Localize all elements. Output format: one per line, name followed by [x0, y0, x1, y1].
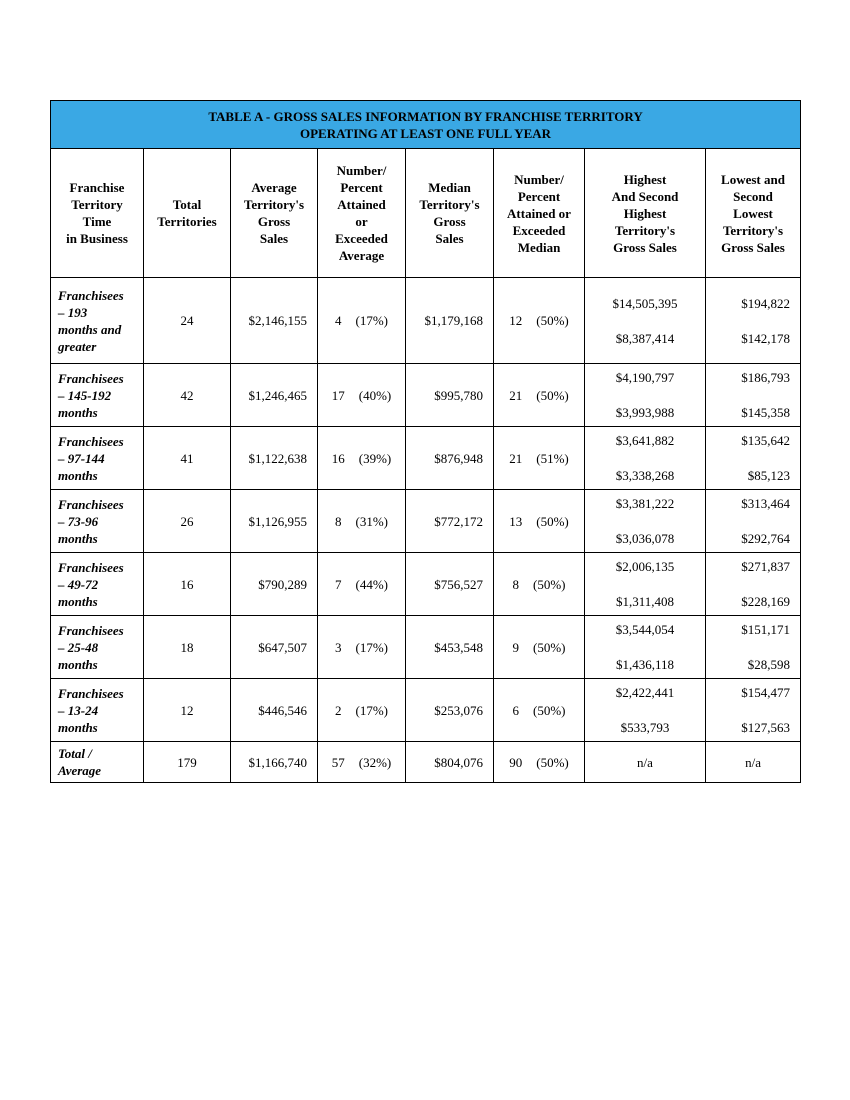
row-label	[51, 679, 144, 742]
attained-average-count: 16	[331, 450, 345, 466]
column-header-line: Percent	[517, 188, 561, 204]
column-header-line: And Second	[611, 188, 679, 204]
second-lowest-sales: $28,598	[747, 657, 791, 672]
row-label-line: Franchisees	[58, 370, 124, 386]
attained-median-count: 21	[509, 387, 523, 403]
total-territories: 26	[180, 513, 194, 529]
highest-sales-stack	[585, 684, 705, 736]
attained-median-percent: (51%)	[536, 450, 569, 466]
average-sales-cell	[231, 679, 318, 742]
attained-average-cell	[318, 364, 406, 427]
column-header-3	[318, 149, 406, 278]
total-territories-cell	[144, 679, 231, 742]
attained-average-cell	[318, 490, 406, 553]
row-label-line: – 73-96	[58, 513, 99, 529]
median-sales-cell	[406, 553, 494, 616]
attained-average-count: 2	[335, 702, 342, 718]
column-header-line: Territories	[157, 214, 217, 229]
row-label-line: Franchisees	[58, 433, 124, 449]
row-label-line: – 13-24	[58, 702, 99, 718]
row-label-line: months	[58, 719, 98, 735]
second-lowest-sales: $228,169	[741, 594, 791, 609]
highest-sales: $3,381,222	[615, 496, 675, 511]
row-label-line: Franchisees	[58, 559, 124, 575]
attained-median-pair	[494, 513, 584, 530]
lowest-sales-stack	[706, 558, 800, 610]
column-header-line: Percent	[340, 180, 383, 195]
lowest-sales-stack	[706, 432, 800, 484]
average-sales: $1,126,955	[248, 513, 307, 529]
attained-median-cell	[494, 679, 585, 742]
highest-sales-cell	[585, 364, 706, 427]
lowest-sales: $151,171	[741, 622, 791, 637]
column-header-7	[706, 149, 801, 278]
attained-median-cell	[494, 427, 585, 490]
table-row	[51, 553, 801, 616]
row-label-line: – 145-192	[58, 387, 112, 403]
column-header-line: Number/	[336, 163, 387, 178]
lowest-sales-cell	[706, 278, 801, 364]
column-header-line: Highest	[623, 171, 667, 187]
median-sales-cell	[406, 616, 494, 679]
column-header-6	[585, 149, 706, 278]
second-highest-sales: $1,311,408	[615, 594, 675, 609]
row-label-line: Franchisees	[58, 496, 124, 512]
lowest-sales: $271,837	[741, 559, 791, 574]
column-header-2	[231, 149, 318, 278]
row-label	[51, 553, 144, 616]
attained-average-cell	[318, 553, 406, 616]
attained-median-percent: (50%)	[536, 754, 569, 770]
attained-median-percent: (50%)	[533, 702, 566, 718]
highest-sales: $3,641,882	[615, 433, 675, 448]
attained-average-percent: (44%)	[355, 576, 388, 592]
table-row	[51, 427, 801, 490]
attained-median-pair	[494, 387, 584, 404]
column-header-line: Lowest and	[721, 171, 785, 187]
lowest-sales-stack	[706, 295, 800, 347]
column-header-line: Time	[82, 214, 112, 229]
total-territories-cell	[144, 278, 231, 364]
median-sales: $876,948	[434, 450, 483, 466]
attained-average-cell	[318, 616, 406, 679]
highest-sales: $2,422,441	[615, 685, 675, 700]
total-row	[51, 742, 801, 783]
row-label-line: months	[58, 467, 98, 483]
row-label	[51, 490, 144, 553]
lowest-sales-stack	[706, 684, 800, 736]
attained-median-pair	[494, 450, 584, 467]
table-title-line2: OPERATING AT LEAST ONE FULL YEAR	[300, 125, 552, 141]
highest-sales-cell	[585, 490, 706, 553]
column-header-line: Median	[517, 239, 561, 255]
average-sales: $647,507	[258, 639, 307, 655]
attained-average-cell	[318, 742, 406, 783]
attained-median-cell	[494, 490, 585, 553]
row-label	[51, 278, 144, 364]
column-header-line: Exceeded	[512, 222, 566, 238]
attained-average-percent: (17%)	[355, 702, 388, 718]
column-header-line: Franchise	[69, 180, 125, 195]
column-header-line: Second	[733, 188, 773, 204]
attained-median-cell	[494, 553, 585, 616]
header-row	[51, 149, 801, 278]
lowest-sales-cell	[706, 364, 801, 427]
attained-average-cell	[318, 427, 406, 490]
highest-sales-cell	[585, 616, 706, 679]
lowest-sales-stack	[706, 369, 800, 421]
total-territories: 179	[177, 754, 197, 770]
attained-average-pair	[318, 387, 405, 404]
column-header-line: Sales	[259, 231, 289, 246]
column-header-line: Exceeded	[335, 231, 388, 246]
row-label	[51, 742, 144, 783]
median-sales-cell	[406, 490, 494, 553]
total-territories: 16	[180, 576, 194, 592]
row-label-line: – 25-48	[58, 639, 99, 655]
attained-median-count: 21	[509, 450, 523, 466]
total-territories: 24	[180, 313, 194, 328]
lowest-sales-cell	[706, 616, 801, 679]
attained-median-count: 90	[509, 754, 523, 770]
column-header-line: Number/	[514, 171, 564, 187]
highest-sales: $4,190,797	[615, 370, 675, 385]
attained-median-count: 9	[512, 639, 519, 655]
table-row	[51, 679, 801, 742]
table-row	[51, 490, 801, 553]
attained-median-percent: (50%)	[536, 313, 569, 328]
median-sales: $1,179,168	[424, 313, 483, 328]
highest-sales-stack	[585, 369, 705, 421]
median-sales: $804,076	[434, 754, 483, 770]
highest-sales-stack	[585, 621, 705, 673]
median-sales: $253,076	[434, 702, 483, 718]
average-sales: $1,166,740	[248, 754, 307, 770]
total-territories-cell	[144, 364, 231, 427]
total-territories-cell	[144, 742, 231, 783]
lowest-sales-cell	[706, 553, 801, 616]
highest-sales-stack	[585, 295, 705, 347]
attained-median-count: 6	[512, 702, 519, 718]
row-label-line: months	[58, 404, 98, 420]
average-sales-cell	[231, 742, 318, 783]
second-lowest-sales: $142,178	[741, 330, 791, 346]
lowest-sales: $194,822	[741, 295, 791, 311]
row-label	[51, 616, 144, 679]
lowest-sales-cell	[706, 742, 801, 783]
attained-average-count: 7	[335, 576, 342, 592]
column-header-line: Territory's	[419, 197, 480, 212]
lowest-sales-stack	[706, 495, 800, 547]
attained-average-percent: (17%)	[355, 313, 388, 328]
second-lowest-sales: $127,563	[741, 720, 791, 735]
row-label	[51, 427, 144, 490]
column-header-line: Sales	[435, 231, 464, 246]
highest-sales: $2,006,135	[615, 559, 675, 574]
highest-sales-cell	[585, 742, 706, 783]
average-sales-cell	[231, 427, 318, 490]
attained-average-count: 17	[331, 387, 345, 403]
lowest-sales: n/a	[745, 754, 761, 770]
second-highest-sales: $1,436,118	[615, 657, 675, 672]
highest-sales: n/a	[637, 754, 653, 770]
lowest-sales: $154,477	[741, 685, 791, 700]
attained-average-pair	[318, 639, 405, 656]
median-sales: $756,527	[434, 576, 483, 592]
gross-sales-table	[50, 100, 801, 783]
attained-average-pair	[318, 513, 405, 530]
attained-median-pair	[494, 754, 584, 771]
attained-median-count: 13	[509, 513, 523, 529]
column-header-line: in Business	[66, 231, 128, 246]
column-header-5	[494, 149, 585, 278]
total-territories: 41	[180, 450, 194, 466]
attained-average-cell	[318, 278, 406, 364]
row-label-line: months	[58, 530, 98, 546]
lowest-sales-cell	[706, 490, 801, 553]
row-label-line: Total /	[58, 746, 92, 761]
lowest-sales-cell	[706, 427, 801, 490]
row-label-line: – 193	[58, 304, 88, 320]
average-sales: $446,546	[258, 702, 307, 718]
row-label-line: Average	[58, 763, 102, 778]
median-sales-cell	[406, 364, 494, 427]
column-header-line: or	[355, 214, 368, 229]
column-header-line: Gross	[433, 214, 466, 229]
column-header-line: Territory's	[722, 222, 784, 238]
attained-average-percent: (40%)	[358, 387, 392, 403]
column-header-line: Attained	[337, 197, 386, 212]
median-sales-cell	[406, 278, 494, 364]
column-header-line: Highest	[623, 205, 667, 221]
second-lowest-sales: $145,358	[741, 405, 791, 420]
attained-median-pair	[494, 639, 584, 656]
attained-average-percent: (39%)	[358, 450, 392, 466]
column-header-line: Average	[338, 248, 385, 263]
highest-sales-cell	[585, 427, 706, 490]
lowest-sales-cell	[706, 679, 801, 742]
column-header-1	[144, 149, 231, 278]
attained-median-count: 8	[512, 576, 519, 592]
table-title-line1: TABLE A - GROSS SALES INFORMATION BY FRANCHISE TERRITORY	[208, 108, 643, 124]
attained-median-percent: (50%)	[533, 576, 566, 592]
attained-average-count: 3	[335, 639, 342, 655]
row-label-line: Franchisees	[58, 622, 124, 638]
table-title	[51, 101, 801, 149]
second-highest-sales: $3,036,078	[615, 531, 675, 546]
lowest-sales: $313,464	[741, 496, 791, 511]
average-sales: $790,289	[258, 576, 307, 592]
column-header-0	[51, 149, 144, 278]
average-sales: $1,122,638	[248, 450, 307, 466]
attained-median-cell	[494, 278, 585, 364]
attained-median-cell	[494, 742, 585, 783]
total-territories: 18	[180, 639, 194, 655]
attained-median-percent: (50%)	[536, 387, 569, 403]
column-header-line: Gross Sales	[613, 239, 677, 255]
second-highest-sales: $533,793	[620, 720, 670, 735]
highest-sales-stack	[585, 432, 705, 484]
row-label-line: months	[58, 593, 98, 609]
row-label-line: months	[58, 656, 98, 672]
second-highest-sales: $3,993,988	[615, 405, 675, 420]
attained-median-count: 12	[509, 313, 523, 328]
total-territories-cell	[144, 616, 231, 679]
highest-sales: $3,544,054	[615, 622, 675, 637]
second-lowest-sales: $85,123	[747, 468, 791, 483]
lowest-sales-stack	[706, 621, 800, 673]
total-territories: 42	[180, 387, 194, 403]
second-lowest-sales: $292,764	[741, 531, 791, 546]
attained-average-pair	[318, 754, 405, 771]
average-sales-cell	[231, 553, 318, 616]
row-label	[51, 364, 144, 427]
column-header-line: Median	[428, 180, 471, 195]
attained-average-cell	[318, 679, 406, 742]
attained-average-count: 57	[331, 754, 345, 770]
row-label-line: Franchisees	[58, 287, 124, 303]
lowest-sales: $135,642	[741, 433, 791, 448]
median-sales: $453,548	[434, 639, 483, 655]
average-sales: $2,146,155	[248, 313, 307, 328]
attained-median-pair	[494, 312, 584, 329]
lowest-sales: $186,793	[741, 370, 791, 385]
row-label-line: Franchisees	[58, 685, 124, 701]
attained-average-count: 8	[335, 513, 342, 529]
row-label-line: – 49-72	[58, 576, 99, 592]
column-header-line: Total	[172, 197, 202, 212]
table-row	[51, 278, 801, 364]
second-highest-sales: $3,338,268	[615, 468, 675, 483]
attained-median-pair	[494, 576, 584, 593]
column-header-line: Gross	[257, 214, 291, 229]
attained-average-percent: (32%)	[358, 754, 392, 770]
average-sales: $1,246,465	[248, 387, 307, 403]
total-territories-cell	[144, 553, 231, 616]
row-label-line: greater	[58, 338, 97, 354]
median-sales-cell	[406, 427, 494, 490]
attained-median-percent: (50%)	[533, 639, 566, 655]
highest-sales-cell	[585, 679, 706, 742]
column-header-line: Gross Sales	[721, 239, 785, 255]
average-sales-cell	[231, 490, 318, 553]
row-label-line: – 97-144	[58, 450, 105, 466]
average-sales-cell	[231, 364, 318, 427]
table-row	[51, 616, 801, 679]
average-sales-cell	[231, 278, 318, 364]
median-sales: $772,172	[434, 513, 483, 529]
attained-average-percent: (31%)	[355, 513, 388, 529]
column-header-line: Attained or	[507, 205, 571, 221]
attained-median-cell	[494, 364, 585, 427]
total-territories-cell	[144, 490, 231, 553]
row-label-line: months and	[58, 321, 122, 337]
total-territories: 12	[180, 702, 194, 718]
column-header-line: Average	[251, 180, 297, 195]
column-header-line: Territory's	[614, 222, 676, 238]
second-highest-sales: $8,387,414	[615, 330, 675, 346]
attained-median-cell	[494, 616, 585, 679]
column-header-line: Lowest	[733, 205, 773, 221]
attained-average-pair	[318, 576, 405, 593]
attained-median-percent: (50%)	[536, 513, 569, 529]
attained-average-pair	[318, 450, 405, 467]
table-row	[51, 364, 801, 427]
average-sales-cell	[231, 616, 318, 679]
attained-average-percent: (17%)	[355, 639, 388, 655]
median-sales-cell	[406, 742, 494, 783]
median-sales-cell	[406, 679, 494, 742]
attained-average-pair	[318, 702, 405, 719]
median-sales: $995,780	[434, 387, 483, 403]
highest-sales-stack	[585, 495, 705, 547]
attained-average-count: 4	[335, 313, 342, 328]
highest-sales: $14,505,395	[612, 295, 678, 311]
highest-sales-cell	[585, 553, 706, 616]
attained-average-pair	[318, 312, 405, 329]
column-header-line: Territory's	[243, 197, 305, 212]
highest-sales-cell	[585, 278, 706, 364]
column-header-4	[406, 149, 494, 278]
column-header-line: Territory	[71, 197, 123, 212]
attained-median-pair	[494, 702, 584, 719]
highest-sales-stack	[585, 558, 705, 610]
total-territories-cell	[144, 427, 231, 490]
